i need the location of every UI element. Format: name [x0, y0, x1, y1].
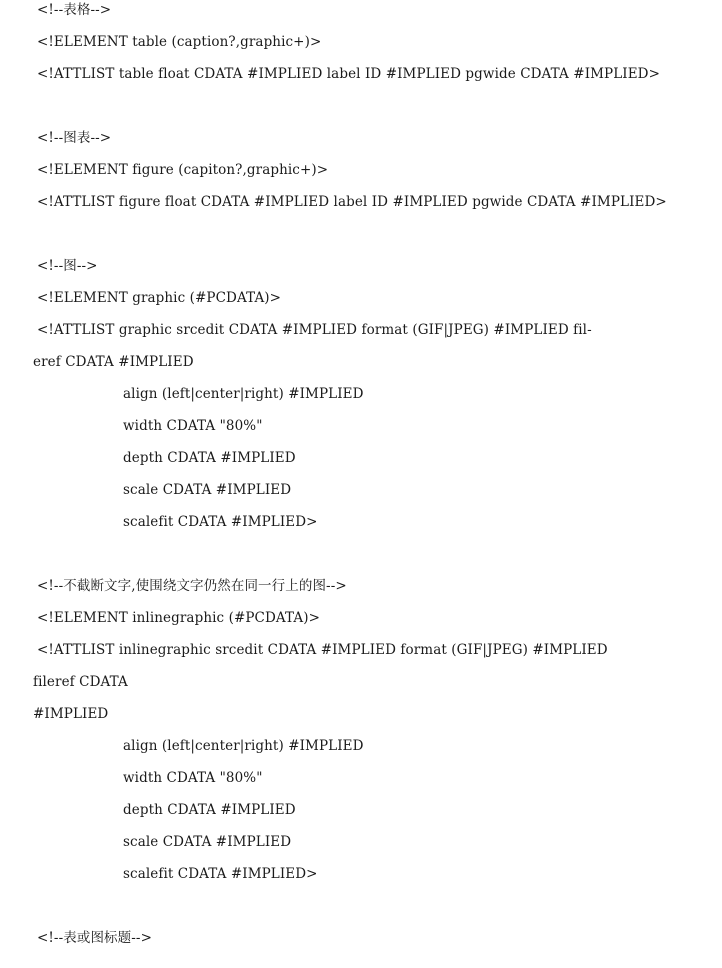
attr-scale: scale CDATA #IMPLIED: [123, 482, 292, 498]
attlist-figure-declaration: <!ATTLIST figure float CDATA #IMPLIED label ID #IMPLIED pgwide CDATA #IMPLIED>: [37, 194, 667, 210]
attlist-inlinegraphic-continuation: fileref CDATA: [33, 674, 128, 690]
comment-caption: <!--表或图标题-->: [37, 930, 152, 946]
inline-attr-scalefit: scalefit CDATA #IMPLIED>: [123, 866, 318, 882]
attr-width: width CDATA "80%": [123, 418, 263, 434]
element-graphic-declaration: <!ELEMENT graphic (#PCDATA)>: [37, 290, 282, 306]
comment-figure: <!--图表-->: [37, 130, 112, 146]
attlist-inlinegraphic-implied: #IMPLIED: [33, 706, 109, 722]
element-figure-declaration: <!ELEMENT figure (capiton?,graphic+)>: [37, 162, 329, 178]
element-inlinegraphic-declaration: <!ELEMENT inlinegraphic (#PCDATA)>: [37, 610, 320, 626]
attr-scalefit: scalefit CDATA #IMPLIED>: [123, 514, 318, 530]
inline-attr-scale: scale CDATA #IMPLIED: [123, 834, 292, 850]
comment-inlinegraphic: <!--不截断文字,使围绕文字仍然在同一行上的图-->: [37, 578, 347, 594]
attr-depth: depth CDATA #IMPLIED: [123, 450, 296, 466]
inline-attr-depth: depth CDATA #IMPLIED: [123, 802, 296, 818]
element-table-declaration: <!ELEMENT table (caption?,graphic+)>: [37, 34, 322, 50]
inline-attr-width: width CDATA "80%": [123, 770, 263, 786]
attlist-table-declaration: <!ATTLIST table float CDATA #IMPLIED label ID #IMPLIED pgwide CDATA #IMPLIED>: [37, 66, 661, 82]
inline-attr-align: align (left|center|right) #IMPLIED: [123, 738, 364, 754]
comment-graphic: <!--图-->: [37, 258, 98, 274]
attlist-graphic-continuation: eref CDATA #IMPLIED: [33, 354, 194, 370]
attlist-inlinegraphic-declaration: <!ATTLIST inlinegraphic srcedit CDATA #IMPLIED format (GIF|JPEG) #IMPLIED: [37, 642, 608, 658]
attr-align: align (left|center|right) #IMPLIED: [123, 386, 364, 402]
comment-table: <!--表格-->: [37, 2, 112, 18]
attlist-graphic-declaration: <!ATTLIST graphic srcedit CDATA #IMPLIED format (GIF|JPEG) #IMPLIED fil-: [37, 322, 592, 338]
